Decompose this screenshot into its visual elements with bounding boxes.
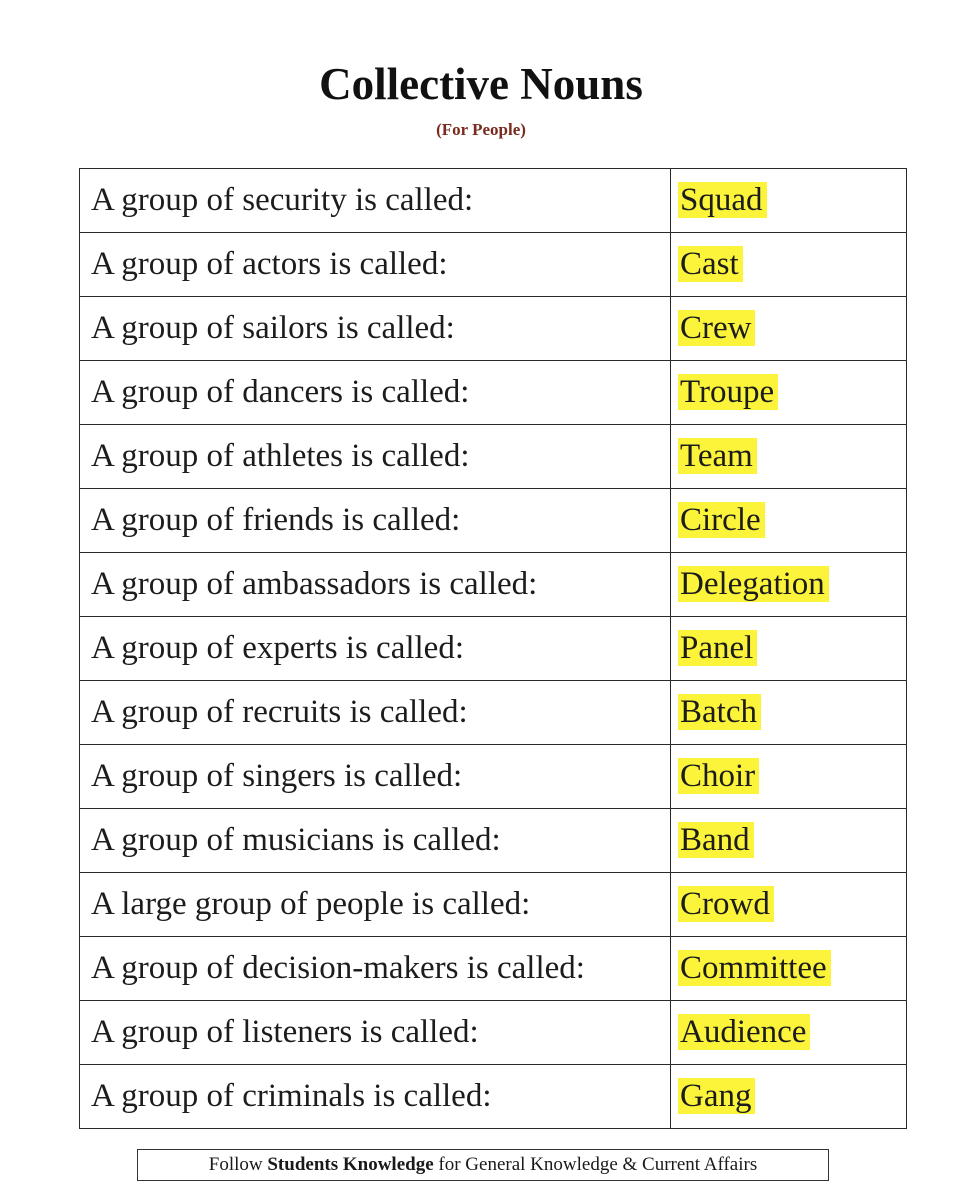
answer-cell bbox=[671, 169, 907, 233]
collective-nouns-table bbox=[79, 168, 907, 1129]
answer-cell bbox=[671, 681, 907, 745]
table-row bbox=[80, 809, 907, 873]
answer-highlight: Batch bbox=[678, 694, 761, 730]
table-row bbox=[80, 873, 907, 937]
question-cell: A group of dancers is called: bbox=[80, 361, 671, 425]
question-cell: A group of experts is called: bbox=[80, 617, 671, 681]
page-title: Collective Nouns bbox=[319, 59, 643, 109]
question-cell: A group of decision-makers is called: bbox=[80, 937, 671, 1001]
table-row bbox=[80, 745, 907, 809]
question-cell: A group of actors is called: bbox=[80, 233, 671, 297]
question-cell: A group of sailors is called: bbox=[80, 297, 671, 361]
answer-cell bbox=[671, 873, 907, 937]
page-subtitle: (For People) bbox=[436, 120, 526, 139]
table-row bbox=[80, 617, 907, 681]
answer-highlight: Committee bbox=[678, 950, 831, 986]
answer-cell bbox=[671, 233, 907, 297]
answer-cell bbox=[671, 1065, 907, 1129]
answer-cell bbox=[671, 1001, 907, 1065]
table-body bbox=[80, 169, 907, 1129]
table-row bbox=[80, 361, 907, 425]
footer-prefix: Follow bbox=[208, 1154, 268, 1175]
answer-highlight: Troupe bbox=[678, 374, 778, 410]
answer-cell bbox=[671, 489, 907, 553]
question-cell: A group of singers is called: bbox=[80, 745, 671, 809]
table-row bbox=[80, 489, 907, 553]
answer-cell bbox=[671, 745, 907, 809]
answer-highlight: Crowd bbox=[678, 886, 774, 922]
table-row bbox=[80, 425, 907, 489]
answer-highlight: Team bbox=[678, 438, 757, 474]
answer-highlight: Crew bbox=[678, 310, 755, 346]
table-row bbox=[80, 553, 907, 617]
answer-cell bbox=[671, 425, 907, 489]
table-row bbox=[80, 233, 907, 297]
answer-highlight: Squad bbox=[678, 182, 767, 218]
table-row bbox=[80, 1001, 907, 1065]
answer-cell bbox=[671, 937, 907, 1001]
answer-highlight: Band bbox=[678, 822, 754, 858]
answer-cell bbox=[671, 297, 907, 361]
table-row bbox=[80, 681, 907, 745]
question-cell: A group of criminals is called: bbox=[80, 1065, 671, 1129]
answer-highlight: Delegation bbox=[678, 566, 829, 602]
answer-highlight: Cast bbox=[678, 246, 743, 282]
answer-cell bbox=[671, 617, 907, 681]
footer-brand: Students Knowledge bbox=[267, 1154, 434, 1175]
footer-suffix: for General Knowledge & Current Affairs bbox=[433, 1154, 758, 1175]
answer-cell bbox=[671, 553, 907, 617]
question-cell: A group of listeners is called: bbox=[80, 1001, 671, 1065]
question-cell: A large group of people is called: bbox=[80, 873, 671, 937]
footer-banner bbox=[137, 1149, 829, 1181]
table-row bbox=[80, 297, 907, 361]
answer-highlight: Circle bbox=[678, 502, 765, 538]
question-cell: A group of recruits is called: bbox=[80, 681, 671, 745]
answer-highlight: Panel bbox=[678, 630, 757, 666]
table-row bbox=[80, 169, 907, 233]
answer-cell bbox=[671, 361, 907, 425]
question-cell: A group of musicians is called: bbox=[80, 809, 671, 873]
table-row bbox=[80, 937, 907, 1001]
question-cell: A group of athletes is called: bbox=[80, 425, 671, 489]
answer-highlight: Choir bbox=[678, 758, 759, 794]
answer-highlight: Audience bbox=[678, 1014, 810, 1050]
question-cell: A group of friends is called: bbox=[80, 489, 671, 553]
question-cell: A group of security is called: bbox=[80, 169, 671, 233]
question-cell: A group of ambassadors is called: bbox=[80, 553, 671, 617]
answer-cell bbox=[671, 809, 907, 873]
answer-highlight: Gang bbox=[678, 1078, 755, 1114]
table-row bbox=[80, 1065, 907, 1129]
